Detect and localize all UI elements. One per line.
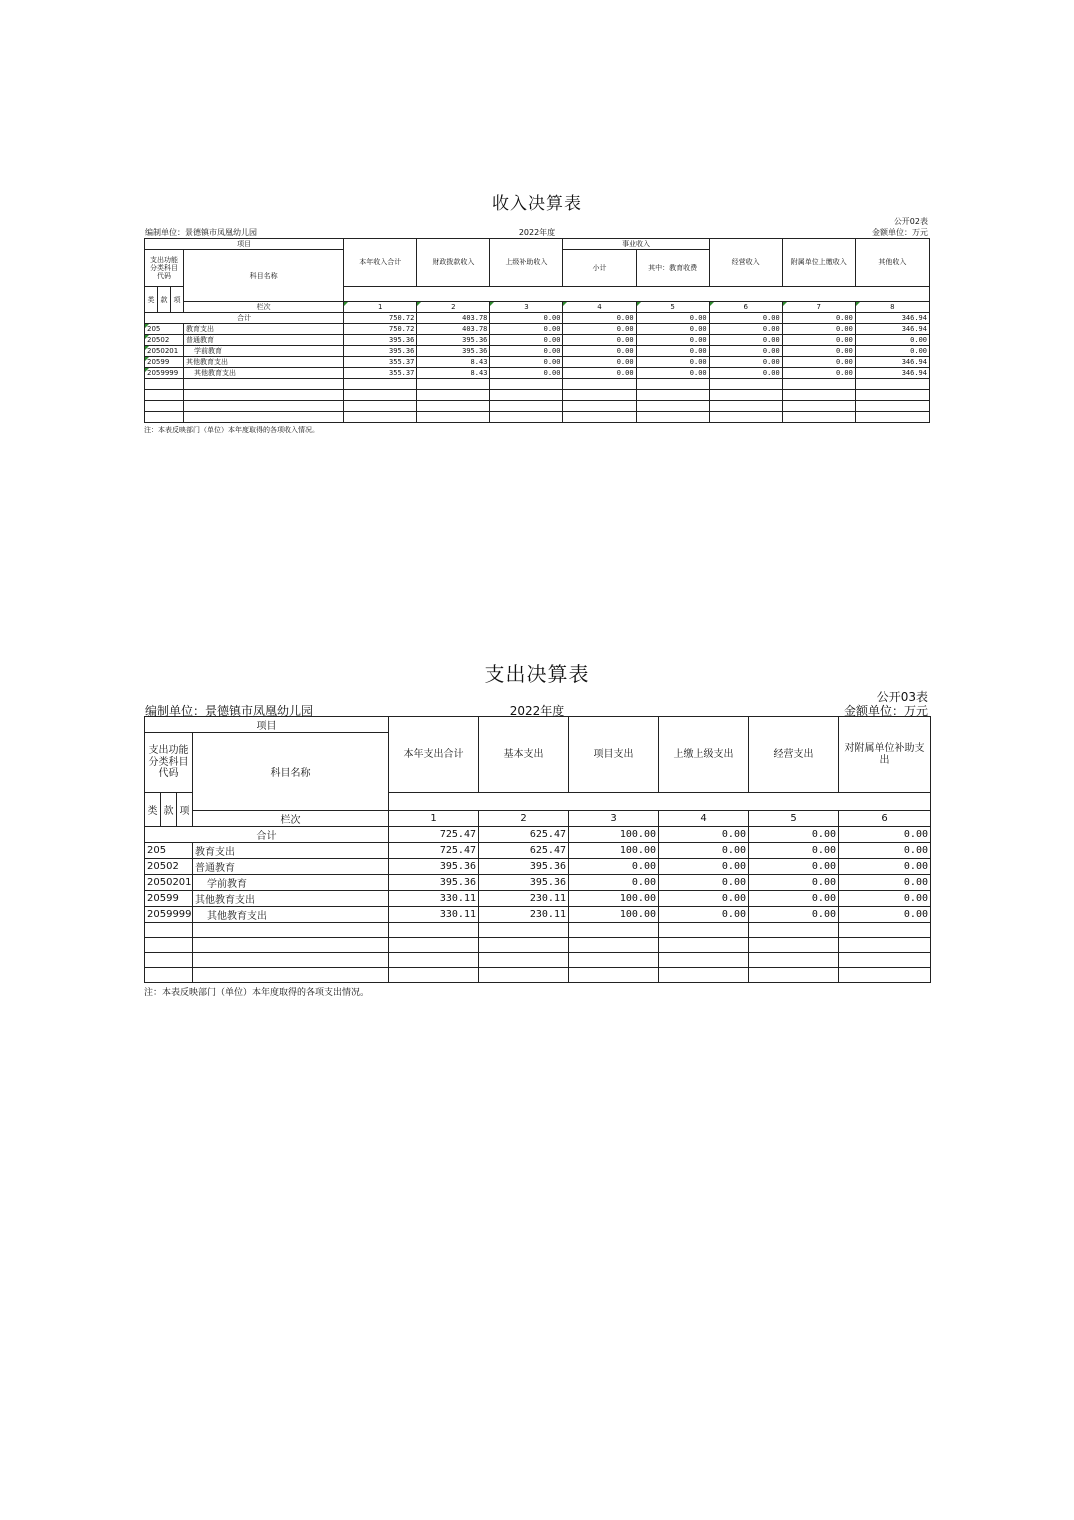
expense-title: 支出决算表 xyxy=(484,662,590,686)
row-value: 0.00 xyxy=(563,324,636,335)
expense-col-number: 1 xyxy=(389,811,479,827)
row-value: 0.00 xyxy=(709,335,782,346)
expense-total-value: 0.00 xyxy=(749,827,839,843)
income-total-value: 0.00 xyxy=(709,313,782,324)
row-value: 0.00 xyxy=(709,357,782,368)
income-col-number: 6 xyxy=(709,302,782,313)
row-value: 0.00 xyxy=(636,335,709,346)
row-value: 100.00 xyxy=(569,843,659,859)
row-name: 其他教育支出 xyxy=(193,891,389,907)
row-value: 395.36 xyxy=(479,875,569,891)
row-value: 0.00 xyxy=(563,368,636,379)
table-row xyxy=(145,875,931,891)
row-value: 395.36 xyxy=(479,859,569,875)
row-value: 750.72 xyxy=(344,324,417,335)
row-value: 0.00 xyxy=(636,357,709,368)
income-col-header: 其中：教育收费 xyxy=(636,250,709,287)
expense-note: 注：本表反映部门（单位）本年度取得的各项支出情况。 xyxy=(144,988,370,998)
row-code: 2059999 xyxy=(145,368,184,379)
row-value: 230.11 xyxy=(479,891,569,907)
row-value: 395.36 xyxy=(389,875,479,891)
expense-total-value: 725.47 xyxy=(389,827,479,843)
expense-col-number: 5 xyxy=(749,811,839,827)
expense-col-number: 2 xyxy=(479,811,569,827)
expense-hdr-project: 项目 xyxy=(145,717,389,733)
row-code: 20502 xyxy=(145,859,193,875)
row-value: 8.43 xyxy=(417,368,490,379)
row-value: 0.00 xyxy=(839,859,931,875)
row-value: 0.00 xyxy=(839,907,931,923)
expense-hdr-name: 科目名称 xyxy=(193,733,389,811)
table-row xyxy=(145,891,931,907)
row-value: 0.00 xyxy=(636,324,709,335)
row-code: 2050201 xyxy=(145,875,193,891)
row-name: 其他教育支出 xyxy=(184,357,344,368)
expense-amount-unit: 金额单位：万元 xyxy=(843,704,928,718)
row-code: 2050201 xyxy=(145,346,184,357)
income-statement xyxy=(144,192,930,435)
expense-total-value: 0.00 xyxy=(839,827,931,843)
row-value: 100.00 xyxy=(569,907,659,923)
expense-total-value: 0.00 xyxy=(659,827,749,843)
row-value: 355.37 xyxy=(344,368,417,379)
row-value: 0.00 xyxy=(749,891,839,907)
income-amount-unit: 金额单位：万元 xyxy=(872,228,928,237)
income-hdr-project: 项目 xyxy=(145,239,344,250)
expense-total-row xyxy=(145,827,931,843)
income-col-header: 财政拨款收入 xyxy=(417,239,490,287)
income-col-number: 5 xyxy=(636,302,709,313)
row-value: 0.00 xyxy=(659,859,749,875)
row-value: 346.94 xyxy=(855,357,929,368)
row-value: 330.11 xyxy=(389,907,479,923)
expense-year: 2022年度 xyxy=(509,704,565,718)
expense-form-code: 公开03表 xyxy=(876,690,928,704)
blank-row xyxy=(145,938,931,953)
row-value: 0.00 xyxy=(782,357,855,368)
expense-col-number: 6 xyxy=(839,811,931,827)
row-value: 0.00 xyxy=(709,324,782,335)
expense-col-header: 本年支出合计 xyxy=(389,717,479,793)
expense-hdr-xiang: 项 xyxy=(177,793,193,827)
row-value: 0.00 xyxy=(749,875,839,891)
row-value: 395.36 xyxy=(417,335,490,346)
row-name: 教育支出 xyxy=(184,324,344,335)
expense-statement xyxy=(144,660,930,998)
income-unit-label: 编制单位：景德镇市凤凰幼儿园 xyxy=(145,228,257,237)
row-value: 100.00 xyxy=(569,891,659,907)
row-value: 330.11 xyxy=(389,891,479,907)
row-value: 0.00 xyxy=(659,875,749,891)
income-col-number: 4 xyxy=(563,302,636,313)
blank-row xyxy=(145,968,931,983)
row-value: 8.43 xyxy=(417,357,490,368)
row-value: 0.00 xyxy=(782,346,855,357)
row-name: 教育支出 xyxy=(193,843,389,859)
expense-unit-label: 编制单位：景德镇市凤凰幼儿园 xyxy=(145,704,314,718)
blank-row xyxy=(145,953,931,968)
expense-col-header: 对附属单位补助支出 xyxy=(839,717,931,793)
row-value: 0.00 xyxy=(569,875,659,891)
expense-col-header: 基本支出 xyxy=(479,717,569,793)
income-col-header: 其他收入 xyxy=(855,239,929,287)
income-hdr-lanci: 栏次 xyxy=(184,302,344,313)
table-row xyxy=(145,907,931,923)
expense-table xyxy=(144,716,931,983)
row-value: 725.47 xyxy=(389,843,479,859)
row-code: 20599 xyxy=(145,357,184,368)
income-col-header: 附属单位上缴收入 xyxy=(782,239,855,287)
table-row xyxy=(145,335,930,346)
income-hdr-code: 支出功能分类科目代码 xyxy=(145,250,184,287)
row-value: 0.00 xyxy=(709,346,782,357)
row-value: 0.00 xyxy=(490,335,563,346)
row-name: 其他教育支出 xyxy=(193,907,389,923)
income-hdr-lei: 类 xyxy=(145,287,158,313)
expense-total-value: 100.00 xyxy=(569,827,659,843)
income-hdr-shiye: 事业收入 xyxy=(563,239,709,250)
blank-row xyxy=(145,923,931,938)
row-code: 205 xyxy=(145,324,184,335)
row-name: 普通教育 xyxy=(184,335,344,346)
income-table xyxy=(144,238,930,423)
income-col-number: 1 xyxy=(344,302,417,313)
row-value: 0.00 xyxy=(490,346,563,357)
income-total-label: 合计 xyxy=(145,313,344,324)
row-value: 0.00 xyxy=(563,346,636,357)
row-value: 0.00 xyxy=(490,357,563,368)
row-value: 0.00 xyxy=(839,875,931,891)
row-name: 学前教育 xyxy=(184,346,344,357)
income-total-value: 0.00 xyxy=(636,313,709,324)
income-total-value: 0.00 xyxy=(563,313,636,324)
expense-hdr-lei: 类 xyxy=(145,793,161,827)
row-value: 395.36 xyxy=(389,859,479,875)
income-col-header: 小计 xyxy=(563,250,636,287)
row-name: 其他教育支出 xyxy=(184,368,344,379)
income-note: 注：本表反映部门（单位）本年度取得的各项收入情况。 xyxy=(144,426,319,434)
income-total-value: 750.72 xyxy=(344,313,417,324)
blank-row xyxy=(145,390,930,401)
row-value: 0.00 xyxy=(659,907,749,923)
blank-row xyxy=(145,379,930,390)
income-total-value: 346.94 xyxy=(855,313,929,324)
expense-hdr-kuan: 款 xyxy=(161,793,177,827)
income-hdr-xiang: 项 xyxy=(171,287,184,313)
row-value: 0.00 xyxy=(490,324,563,335)
row-value: 0.00 xyxy=(782,335,855,346)
row-value: 0.00 xyxy=(749,843,839,859)
row-code: 20599 xyxy=(145,891,193,907)
income-title: 收入决算表 xyxy=(492,194,582,214)
row-value: 625.47 xyxy=(479,843,569,859)
expense-col-header: 上缴上级支出 xyxy=(659,717,749,793)
row-value: 0.00 xyxy=(636,368,709,379)
row-value: 0.00 xyxy=(569,859,659,875)
row-value: 0.00 xyxy=(636,346,709,357)
table-row xyxy=(145,843,931,859)
income-hdr-name: 科目名称 xyxy=(184,250,344,302)
expense-hdr-code: 支出功能分类科目代码 xyxy=(145,733,193,793)
row-value: 0.00 xyxy=(563,335,636,346)
row-code: 2059999 xyxy=(145,907,193,923)
row-value: 0.00 xyxy=(659,843,749,859)
income-col-number: 3 xyxy=(490,302,563,313)
row-value: 346.94 xyxy=(855,368,929,379)
table-row xyxy=(145,859,931,875)
table-row xyxy=(145,346,930,357)
income-total-value: 403.78 xyxy=(417,313,490,324)
expense-col-header: 经营支出 xyxy=(749,717,839,793)
income-hdr-kuan: 款 xyxy=(158,287,171,313)
blank-row xyxy=(145,412,930,423)
table-row xyxy=(145,368,930,379)
row-value: 0.00 xyxy=(782,368,855,379)
row-value: 0.00 xyxy=(659,891,749,907)
row-value: 0.00 xyxy=(855,335,929,346)
row-value: 0.00 xyxy=(563,357,636,368)
expense-col-number: 3 xyxy=(569,811,659,827)
income-col-header: 本年收入合计 xyxy=(344,239,417,287)
income-col-number: 8 xyxy=(855,302,929,313)
row-value: 0.00 xyxy=(749,907,839,923)
row-value: 0.00 xyxy=(855,346,929,357)
row-value: 0.00 xyxy=(839,891,931,907)
row-value: 403.78 xyxy=(417,324,490,335)
row-name: 学前教育 xyxy=(193,875,389,891)
blank-row xyxy=(145,401,930,412)
row-value: 346.94 xyxy=(855,324,929,335)
row-value: 230.11 xyxy=(479,907,569,923)
row-value: 0.00 xyxy=(709,368,782,379)
income-form-code: 公开02表 xyxy=(893,217,928,226)
row-value: 0.00 xyxy=(839,843,931,859)
income-total-value: 0.00 xyxy=(490,313,563,324)
income-col-header: 经营收入 xyxy=(709,239,782,287)
row-value: 0.00 xyxy=(749,859,839,875)
income-total-value: 0.00 xyxy=(782,313,855,324)
table-row xyxy=(145,324,930,335)
table-row xyxy=(145,357,930,368)
expense-hdr-lanci: 栏次 xyxy=(193,811,389,827)
row-value: 355.37 xyxy=(344,357,417,368)
income-col-number: 2 xyxy=(417,302,490,313)
row-value: 395.36 xyxy=(344,346,417,357)
row-value: 0.00 xyxy=(782,324,855,335)
row-value: 0.00 xyxy=(490,368,563,379)
row-value: 395.36 xyxy=(417,346,490,357)
expense-col-header: 项目支出 xyxy=(569,717,659,793)
row-name: 普通教育 xyxy=(193,859,389,875)
row-value: 395.36 xyxy=(344,335,417,346)
row-code: 205 xyxy=(145,843,193,859)
expense-total-label: 合计 xyxy=(145,827,389,843)
row-code: 20502 xyxy=(145,335,184,346)
expense-col-number: 4 xyxy=(659,811,749,827)
income-year: 2022年度 xyxy=(518,228,556,237)
expense-total-value: 625.47 xyxy=(479,827,569,843)
income-col-header: 上级补助收入 xyxy=(490,239,563,287)
income-col-number: 7 xyxy=(782,302,855,313)
income-total-row xyxy=(145,313,930,324)
